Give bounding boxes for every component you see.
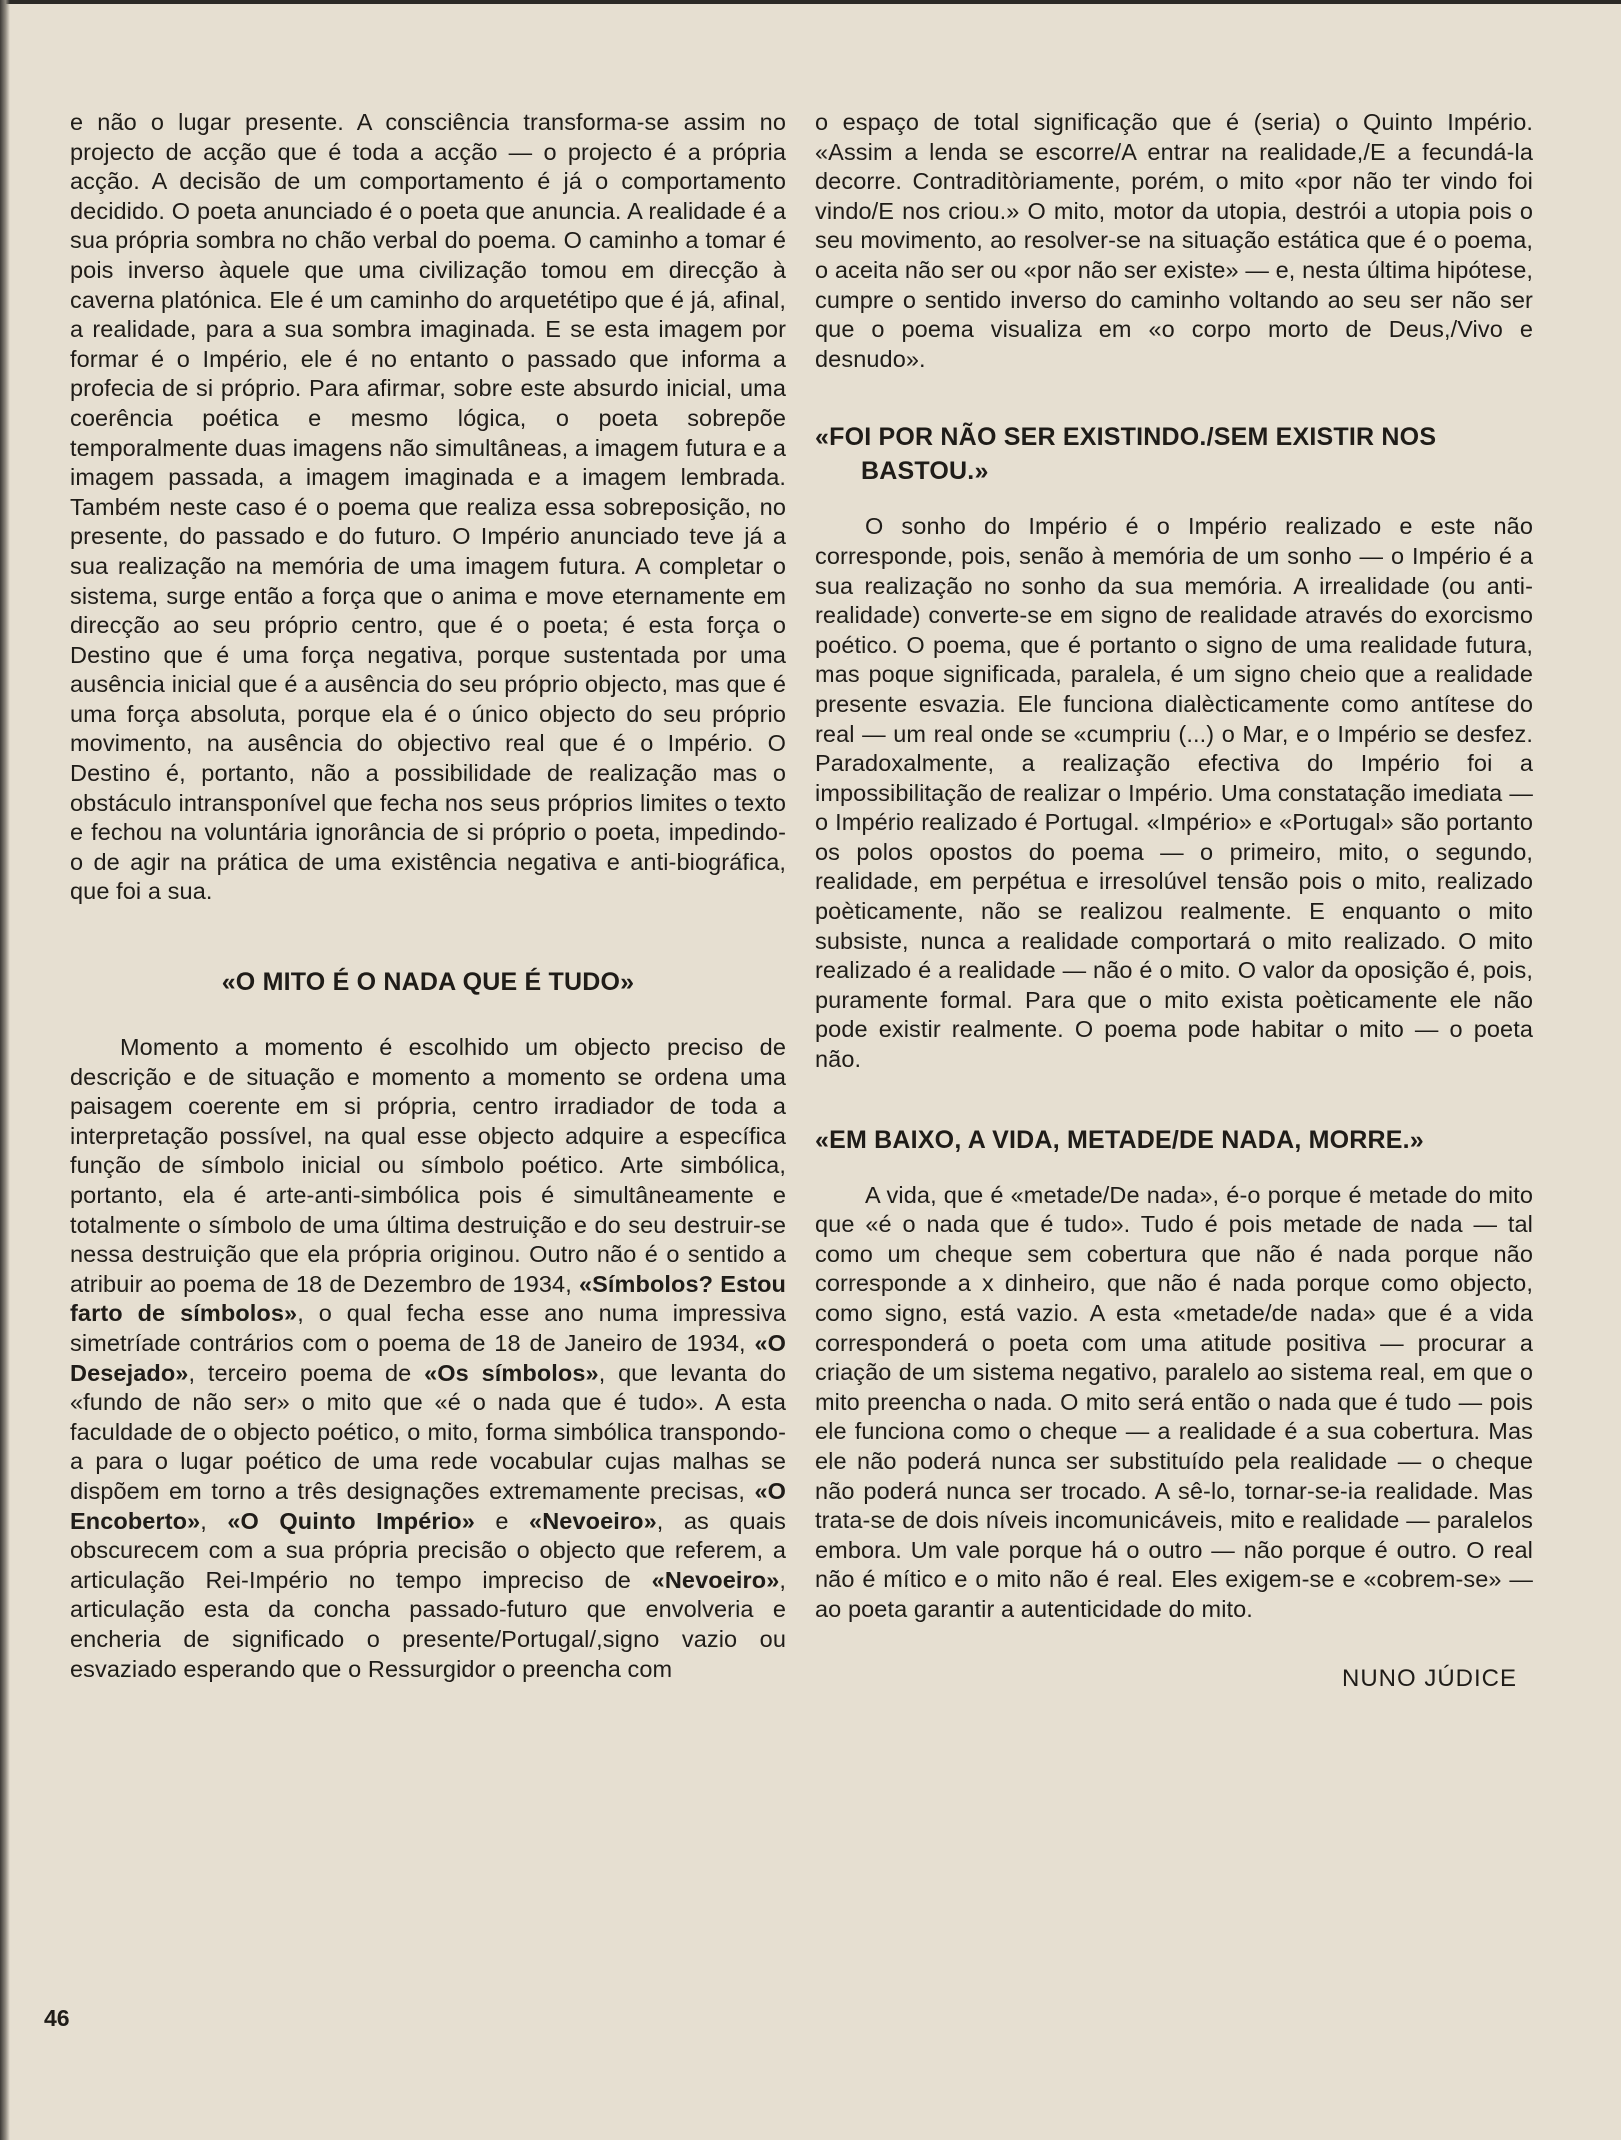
section-heading-mito: «O MITO É O NADA QUE É TUDO» xyxy=(221,968,635,997)
paragraph-right-2: O sonho do Império é o Império realizado e este não corresponde, pois, senão à memória de um sonho — o Império é a sua realização no sonho da sua memória. A irrealidade (ou anti-realidade) converte-se em signo de realidade através do exorcismo poético. O poema, que é portanto o signo de uma realidade futura, mas poque significada, paralela, é um signo cheio que a realidade presente esvazia. Ele funciona dialècticamente como antítese do real — um real onde se «cumpriu (...) o Mar, e o Império se desfez. Paradoxalmente, a realização efectiva do Império foi a impossibilitação de realizar o Império. Uma constatação imediata — o Império realizado é Portugal. «Império» e «Portugal» são portanto os polos opostos do poema — o primeiro, mito, o segundo, realidade, em perpétua e irresolúvel tensão pois o mito, realizado poèticamente, não se realizou realmente. E enquanto o mito subsiste, nunca a realidade comportará o mito realizado. O mito realizado é a realidade — não é o mito. O valor da oposição é, pois, puramente formal. Para que o mito exista poèticamente ele não pode existir realmente. O poema pode habitar o mito — o poeta não. xyxy=(815,513,1533,1073)
bold-title-quinto-imperio: «O Quinto Império» xyxy=(227,1507,475,1534)
left-edge-shadow xyxy=(0,0,10,2140)
text-run: , o qual fecha esse ano numa impressiva simetríade contrários com o poema de 18 de Janeiro de 1934, xyxy=(70,1300,787,1356)
bold-title-nevoeiro: «Nevoeiro» xyxy=(529,1507,657,1534)
paragraph-right-3: A vida, que é «metade/De nada», é-o porque é metade do mito que «é o nada que é tudo». Tudo é pois metade de nada — tal como um cheque sem cobertura que não é nada porque não corresponde a x dinheiro, que não é nada porque como objecto, como signo, está vazio. A esta «metade/de nada» que é a vida corresponderá o poeta com uma atitude positiva — procurar a criação de um sistema negativo, paralelo ao sistema real, em que o mito preencha o nada. O mito será então o nada que é tudo — pois ele funciona como o cheque — a realidade é a sua cobertura. Mas ele não poderá nunca ser substituído pela realidade — o cheque não poderá nunca ser trocado. A sê-lo, tornar-se-ia realidade. Mas trata-se de dois níveis incomunicáveis, mito e realidade — paralelos embora. Um vale porque há o outro — não porque é outro. O real não é mítico e o mito não é real. Eles exigem-se e «cobrem-se» — ao poeta garantir a autenticidade do mito. xyxy=(815,1181,1533,1622)
text-run: , xyxy=(200,1507,228,1534)
top-edge xyxy=(0,0,1621,4)
paragraph-left-2 xyxy=(70,1033,786,1684)
text-run: , terceiro poema de xyxy=(188,1359,425,1386)
text-run: , as quais obscurecem com a sua própria precisão o objecto que referem, a articulação Rei-Império no tempo impreciso de xyxy=(70,1507,786,1593)
paragraph-right-1: o espaço de total significação que é (seria) o Quinto Império. «Assim a lenda se escorre/A entrar na realidade,/E a fecundá-la decorre. Contraditòriamente, porém, o mito «por não ter vindo foi vindo/E nos criou.» O mito, motor da utopia, destrói a utopia pois o seu movimento, ao resolver-se na situação estática que é o poema, o aceita não ser ou «por não ser existe» — e, nesta última hipótese, cumpre o sentido inverso do caminho voltando ao seu ser não ser que o poema visualiza em «o corpo morto de Deus,/Vivo e desnudo». xyxy=(815,109,1533,372)
heading-line-2: BASTOU.» xyxy=(861,457,989,486)
page-number: 46 xyxy=(44,2005,70,2031)
text-run: e xyxy=(474,1507,530,1534)
right-column xyxy=(815,108,1533,1693)
paragraph-left-1: e não o lugar presente. A consciência transforma-se assim no projecto de acção que é toda a acção — o projecto é a própria acção. A decisão de um comportamento é já o comportamento decidido. O poeta anunciado é o poeta que anuncia. A realidade é a sua própria sombra no chão verbal do poema. O caminho a tomar é pois inverso àquele que uma civilização tomou em direcção à caverna platónica. Ele é um caminho do arquetétipo que é já, afinal, a realidade, para a sua sombra imaginada. E se esta imagem por formar é o Império, ele é no entanto o passado que informa a profecia de si próprio. Para afirmar, sobre este absurdo inicial, uma coerência poética e mesmo lógica, o poeta sobrepõe temporalmente duas imagens não simultâneas, a imagem futura e a imagem passada, a imagem imaginada e a imagem lembrada. Também neste caso é o poema que realiza essa sobreposição, no presente, do passado e do futuro. O Império anunciado teve já a sua realização na memória de uma imagem futura. A completar o sistema, surge então a força que o anima e move eternamente em direcção ao seu próprio centro, que é o poeta; é esta força o Destino que é uma força negativa, porque sustentada por uma ausência inicial que é a ausência do seu próprio objecto, mas que é uma força absoluta, porque ela é o único objecto do seu próprio movimento, na ausência do objectivo real que é o Império. O Destino é, portanto, não a possibilidade de realização mas o obstáculo intransponível que fecha nos seus próprios limites o texto e fechou na voluntária ignorância de si próprio o poeta, impedindo-o de agir na prática de uma existência negativa e anti-biográfica, que foi a sua. xyxy=(70,109,786,905)
bold-title-encoberto: «O Encoberto» xyxy=(70,1477,786,1534)
bold-title-nevoeiro-2: «Nevoeiro» xyxy=(651,1566,780,1593)
bold-title-desejado: «O Desejado» xyxy=(70,1329,786,1386)
text-run: , que levanta do «fundo de não ser» o mito que «é o nada que é tudo». A esta faculdade de o objecto poético, o mito, forma simbólica transpondo-a para o lugar poético de uma rede vocabular cujas malhas se dispõem em torno a três designações extremamente precisas, xyxy=(70,1359,786,1504)
section-heading-existindo xyxy=(815,420,1533,488)
bold-title-os-simbolos: «Os símbolos» xyxy=(424,1359,599,1386)
text-run: Momento a momento é escolhido um objecto preciso de descrição e de situação e momento a momento se ordena uma paisagem coerente em si própria, centro irradiador de toda a interpretação possível, na qual esse objecto adquire a específica função de símbolo inicial ou símbolo poético. Arte simbólica, portanto, ela é arte-anti-simbólica pois é simultâneamente e totalmente o símbolo de uma última destruição e do seu destruir-se nessa destruição que ela própria originou. Outro não é o sentido a atribuir ao poema de 18 de Dezembro de 1934, xyxy=(70,1034,786,1297)
author-signature: NUNO JÚDICE xyxy=(1341,1664,1517,1692)
left-column xyxy=(70,108,786,1684)
text-run: , articulação esta da concha passado-futuro que envolveria e encheria de significado o presente/Portugal/,signo vazio ou esvaziado esperando que o Ressurgidor o preencha com xyxy=(70,1566,786,1682)
section-heading-vida: «EM BAIXO, A VIDA, METADE/DE NADA, MORRE.» xyxy=(815,1125,1424,1154)
heading-line-1: «FOI POR NÃO SER EXISTINDO./SEM EXISTIR NOS xyxy=(815,423,1437,452)
bold-title-simbolos: «Símbolos? Estou farto de símbolos» xyxy=(70,1270,787,1327)
